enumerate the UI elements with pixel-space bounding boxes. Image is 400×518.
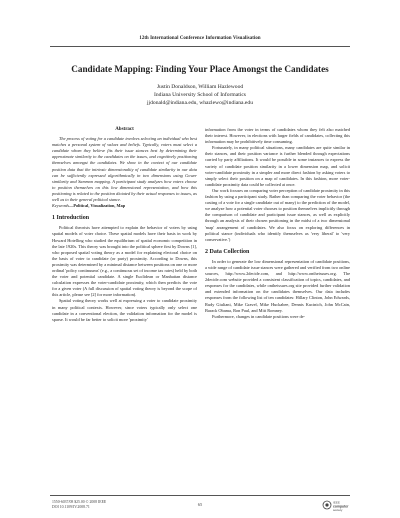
conference-header: 12th International Conference Information Visualisation xyxy=(139,36,261,41)
ieee-computer-society-logo xyxy=(322,498,352,512)
author-block xyxy=(0,83,400,107)
footer-rule xyxy=(50,495,350,496)
paragraph: Political theorists have attempted to explain the behavior of voters by using spatial models of voter choice. These spatial models have their basis in work by Howard Hotelling who studied the equilibrium of spatial economic competition in the late 1920s. This theory was brought into the political sphere first by Downs [1], who proposed spatial voting theory as a model for explaining electoral choice on the basis of voter to candidate (or party) proximity. According to Downs, this proximity was determined by a minimal distance between positions on one or more ordinal 'policy continuums' (e.g., a continuous set of income tax rates) held by both the voter and potential candidate. A single Euclidean or Manhattan distance calculation expresses the voter-candidate proximity, which then predicts the vote for a given voter (A full discussion of spatial voting theory is beyond the scope of this article, please see [2] for more information). xyxy=(52,225,197,298)
header-rule xyxy=(50,46,350,47)
author-names: Justin Donaldson, William Hazlewood xyxy=(156,84,244,90)
paper-title: Candidate Mapping: Finding Your Place Amongst the Candidates xyxy=(71,64,329,74)
abstract-text: The process of voting for a candidate involves selecting an individual who best matches a personal system of values and beliefs. Typically, voters must select a candidate whom they believe fits their issue stances best by determining their approximate similarity to the candidates on the issues, and cognitively positioning themselves amongst the candidates. We show in the context of our candidate position data that the intrinsic dimensionality of candidate similarity in our data can be sufficiently expressed algorithmically in two dimensions using Gower similarity and Sammon mapping. A participant study analyzes how voters choose to position themselves on this low dimensional representation, and how this positioning is related to the position dictated by their actual responses to issues, as well as to their general political stance. xyxy=(52,136,197,203)
paragraph: Furthermore, changes in candidate positions were de- xyxy=(212,313,305,319)
paragraph: In order to generate the low dimensional representation of candidate positions, a wide range of candidate issue stances were gathered and verified from two online sources, http://www.2decide.com, and http://www.ontheissues.org. The 2decide.com website provided a consistent classification of topics, candidates, and responses for the candidates, while ontheissues.org site provided further validation and extended information on the candidates themselves. Our data includes responses from the following list of ten candidates: Hillary Clinton, John Edwards, Rudy Giuliani, Mike Gravel, Mike Huckabee, Dennis Kucinich, John McCain, Barack Obama, Ron Paul, and Mitt Romney. xyxy=(205,258,350,313)
paragraph: Spatial voting theory works well at expressing a voter to candidate proximity in many political contexts. However, since voters typically only select one candidate in a conventional election, the validation information for the model is sparse. It would be far better to solicit more 'proximity' xyxy=(52,298,197,322)
abstract-heading: Abstract xyxy=(115,127,134,132)
svg-text:society: society xyxy=(333,508,343,512)
paragraph: Our work focuses on comparing voter perception of candidate proximity in this fashion by using a participant study. Rather than comparing the voter behavior (the casting of a vote for a single candidate out of many) to the prediction of the model, we analyze how a potential voter chooses to position themselves implicitly through the comparison of candidate and participant issue stances, as well as explicitly through an analysis of their chosen positioning in the midst of a two dimensional 'map' arrangement of candidates. We also focus on exploring differences in political stance (individuals who identify themselves as 'very liberal' to 'very conservative.') xyxy=(205,187,350,242)
right-column xyxy=(205,127,350,320)
page-number: 65 xyxy=(197,502,203,507)
svg-text:computer: computer xyxy=(333,504,349,509)
author-emails: jjdonald@indiana.edu, whazlewo@indiana.edu xyxy=(147,100,253,106)
doi-line: DOI 10.1109/IV.2008.71 xyxy=(52,504,90,509)
paragraph: information from the voter in terms of candidates whom they felt also matched their interest. However, in elections with larger fields of candidates, collecting this information may be prohibitively time consuming. xyxy=(205,127,350,145)
svg-text:IEEE: IEEE xyxy=(333,500,340,505)
keywords-line xyxy=(52,203,197,209)
isbn-line: 1550-6037/08 $25.00 © 2008 IEEE xyxy=(52,500,107,504)
section-heading-data-collection: 2 Data Collection xyxy=(205,248,250,255)
paragraph: Fortunately, in many political situations, many candidates are quite similar in their stances, and their position variance is further blended through expectations carried by party affiliations. It would be possible in some instances to express the variety of candidate position similarity in a lower dimension map, and solicit voter-candidate proximity in a simpler and more direct fashion by asking voters to simply select their position on a map of candidates. In this fashion, more voter-candidate proximity data could be collected at once. xyxy=(205,145,350,187)
author-affiliation: Indiana University School of Informatics xyxy=(154,92,246,98)
keywords-list: —Political, Visualization, Map xyxy=(69,203,126,209)
keywords-label: Keywords xyxy=(52,203,70,209)
left-column xyxy=(52,127,197,323)
section-heading-introduction: 1 Introduction xyxy=(52,215,90,222)
